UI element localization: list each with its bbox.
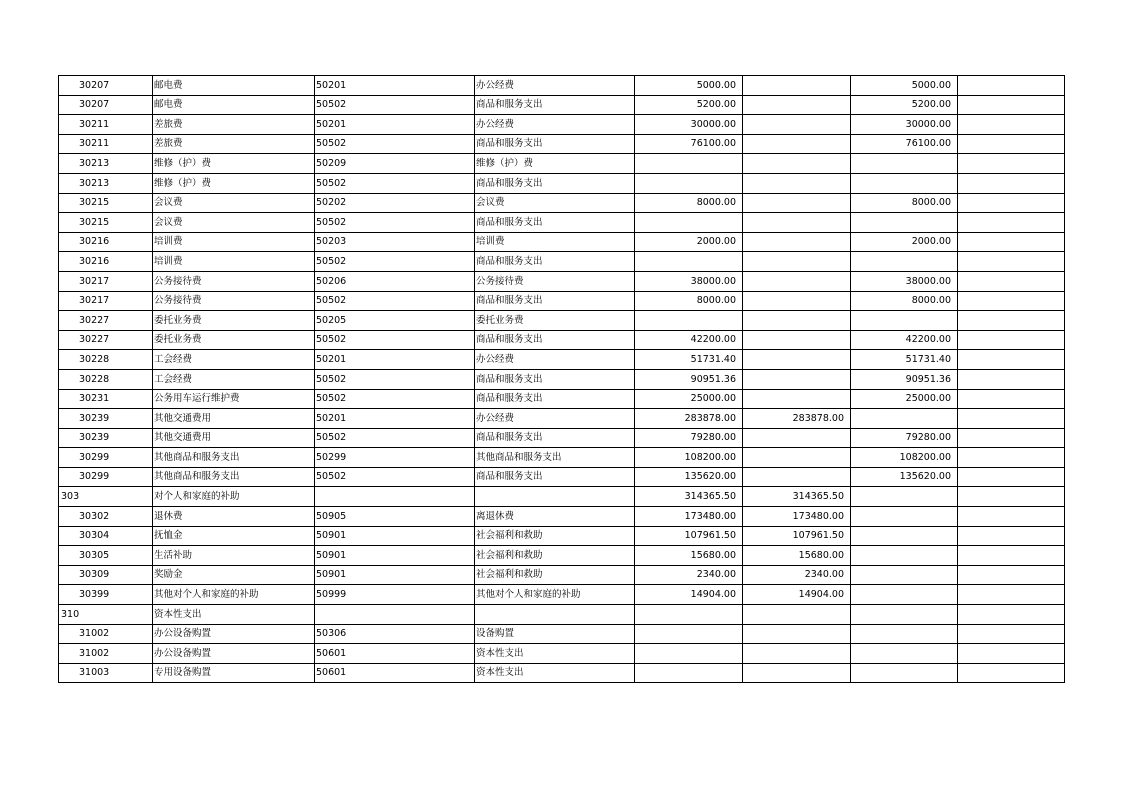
- total-cell: 2000.00: [635, 232, 743, 252]
- econ-name-cell: 委托业务费: [475, 311, 635, 331]
- code-cell: 30216: [59, 232, 153, 252]
- econ-code-cell: 50209: [315, 154, 475, 174]
- public-cell: [851, 311, 958, 331]
- total-cell: [635, 663, 743, 683]
- public-cell: [851, 213, 958, 233]
- project-cell: [958, 428, 1065, 448]
- name-cell: 其他商品和服务支出: [153, 467, 315, 487]
- public-cell: 38000.00: [851, 271, 958, 291]
- code-cell: 303: [59, 487, 153, 507]
- name-cell: 邮电费: [153, 95, 315, 115]
- project-cell: [958, 193, 1065, 213]
- public-cell: 135620.00: [851, 467, 958, 487]
- total-cell: 8000.00: [635, 193, 743, 213]
- project-cell: [958, 389, 1065, 409]
- econ-code-cell: 50905: [315, 507, 475, 527]
- project-cell: [958, 467, 1065, 487]
- table-row: [59, 389, 1065, 409]
- table-row: [59, 213, 1065, 233]
- name-cell: 培训费: [153, 232, 315, 252]
- econ-name-cell: 维修（护）费: [475, 154, 635, 174]
- personnel-cell: [743, 232, 851, 252]
- table-row: [59, 95, 1065, 115]
- econ-code-cell: 50203: [315, 232, 475, 252]
- personnel-cell: [743, 271, 851, 291]
- code-cell: 30213: [59, 154, 153, 174]
- total-cell: 108200.00: [635, 448, 743, 468]
- table-row: [59, 291, 1065, 311]
- public-cell: [851, 252, 958, 272]
- project-cell: [958, 409, 1065, 429]
- table-row: [59, 115, 1065, 135]
- name-cell: 公务用车运行维护费: [153, 389, 315, 409]
- total-cell: 314365.50: [635, 487, 743, 507]
- code-cell: 31003: [59, 663, 153, 683]
- table-row: [59, 663, 1065, 683]
- econ-code-cell: 50502: [315, 291, 475, 311]
- code-cell: 30211: [59, 134, 153, 154]
- project-cell: [958, 585, 1065, 605]
- table-row: [59, 428, 1065, 448]
- table-body: [59, 76, 1065, 683]
- total-cell: [635, 213, 743, 233]
- public-cell: [851, 546, 958, 566]
- project-cell: [958, 173, 1065, 193]
- name-cell: 维修（护）费: [153, 173, 315, 193]
- name-cell: 维修（护）费: [153, 154, 315, 174]
- code-cell: 30231: [59, 389, 153, 409]
- public-cell: [851, 526, 958, 546]
- public-cell: [851, 644, 958, 664]
- table-row: [59, 624, 1065, 644]
- total-cell: [635, 605, 743, 625]
- public-cell: 30000.00: [851, 115, 958, 135]
- code-cell: 30304: [59, 526, 153, 546]
- name-cell: 资本性支出: [153, 605, 315, 625]
- table-row: [59, 76, 1065, 96]
- name-cell: 其他商品和服务支出: [153, 448, 315, 468]
- project-cell: [958, 565, 1065, 585]
- personnel-cell: 14904.00: [743, 585, 851, 605]
- name-cell: 生活补助: [153, 546, 315, 566]
- project-cell: [958, 291, 1065, 311]
- total-cell: 90951.36: [635, 369, 743, 389]
- econ-code-cell: 50901: [315, 546, 475, 566]
- public-cell: [851, 565, 958, 585]
- project-cell: [958, 154, 1065, 174]
- public-cell: 5200.00: [851, 95, 958, 115]
- name-cell: 对个人和家庭的补助: [153, 487, 315, 507]
- project-cell: [958, 526, 1065, 546]
- econ-name-cell: 商品和服务支出: [475, 173, 635, 193]
- econ-name-cell: 办公经费: [475, 409, 635, 429]
- econ-name-cell: 社会福利和救助: [475, 565, 635, 585]
- total-cell: [635, 624, 743, 644]
- public-cell: 90951.36: [851, 369, 958, 389]
- code-cell: 31002: [59, 644, 153, 664]
- name-cell: 抚恤金: [153, 526, 315, 546]
- project-cell: [958, 448, 1065, 468]
- project-cell: [958, 546, 1065, 566]
- econ-name-cell: 社会福利和救助: [475, 526, 635, 546]
- econ-code-cell: 50502: [315, 369, 475, 389]
- public-cell: [851, 409, 958, 429]
- name-cell: 专用设备购置: [153, 663, 315, 683]
- table-row: [59, 605, 1065, 625]
- econ-code-cell: 50306: [315, 624, 475, 644]
- public-cell: 25000.00: [851, 389, 958, 409]
- econ-name-cell: 商品和服务支出: [475, 330, 635, 350]
- table-row: [59, 311, 1065, 331]
- econ-code-cell: 50206: [315, 271, 475, 291]
- personnel-cell: [743, 663, 851, 683]
- personnel-cell: [743, 350, 851, 370]
- public-cell: [851, 154, 958, 174]
- table-row: [59, 644, 1065, 664]
- name-cell: 会议费: [153, 193, 315, 213]
- public-cell: [851, 487, 958, 507]
- table-row: [59, 232, 1065, 252]
- econ-code-cell: 50601: [315, 663, 475, 683]
- personnel-cell: [743, 173, 851, 193]
- name-cell: 工会经费: [153, 369, 315, 389]
- project-cell: [958, 252, 1065, 272]
- econ-name-cell: 商品和服务支出: [475, 467, 635, 487]
- econ-name-cell: 离退休费: [475, 507, 635, 527]
- personnel-cell: 107961.50: [743, 526, 851, 546]
- table-row: [59, 585, 1065, 605]
- total-cell: 15680.00: [635, 546, 743, 566]
- econ-code-cell: 50999: [315, 585, 475, 605]
- project-cell: [958, 507, 1065, 527]
- table-row: [59, 409, 1065, 429]
- personnel-cell: [743, 252, 851, 272]
- econ-name-cell: 设备购置: [475, 624, 635, 644]
- name-cell: 其他交通费用: [153, 428, 315, 448]
- econ-name-cell: 商品和服务支出: [475, 369, 635, 389]
- table-row: [59, 252, 1065, 272]
- personnel-cell: [743, 134, 851, 154]
- code-cell: 30213: [59, 173, 153, 193]
- code-cell: 31002: [59, 624, 153, 644]
- public-cell: 108200.00: [851, 448, 958, 468]
- econ-code-cell: 50901: [315, 526, 475, 546]
- personnel-cell: [743, 644, 851, 664]
- public-cell: [851, 173, 958, 193]
- public-cell: 8000.00: [851, 193, 958, 213]
- table-row: [59, 526, 1065, 546]
- econ-code-cell: 50205: [315, 311, 475, 331]
- econ-code-cell: 50502: [315, 252, 475, 272]
- name-cell: 奖励金: [153, 565, 315, 585]
- econ-name-cell: 商品和服务支出: [475, 252, 635, 272]
- total-cell: 283878.00: [635, 409, 743, 429]
- name-cell: 办公设备购置: [153, 624, 315, 644]
- code-cell: 30302: [59, 507, 153, 527]
- total-cell: 14904.00: [635, 585, 743, 605]
- total-cell: [635, 311, 743, 331]
- table-row: [59, 330, 1065, 350]
- total-cell: 107961.50: [635, 526, 743, 546]
- name-cell: 工会经费: [153, 350, 315, 370]
- public-cell: 42200.00: [851, 330, 958, 350]
- code-cell: 30309: [59, 565, 153, 585]
- code-cell: 30215: [59, 213, 153, 233]
- table-row: [59, 350, 1065, 370]
- total-cell: 135620.00: [635, 467, 743, 487]
- project-cell: [958, 487, 1065, 507]
- econ-name-cell: [475, 605, 635, 625]
- econ-name-cell: 商品和服务支出: [475, 428, 635, 448]
- table-row: [59, 467, 1065, 487]
- econ-code-cell: 50299: [315, 448, 475, 468]
- public-cell: [851, 605, 958, 625]
- personnel-cell: [743, 213, 851, 233]
- personnel-cell: 15680.00: [743, 546, 851, 566]
- table-row: [59, 565, 1065, 585]
- project-cell: [958, 350, 1065, 370]
- table-row: [59, 507, 1065, 527]
- econ-name-cell: 培训费: [475, 232, 635, 252]
- total-cell: [635, 644, 743, 664]
- code-cell: 30217: [59, 291, 153, 311]
- name-cell: 会议费: [153, 213, 315, 233]
- econ-code-cell: 50502: [315, 330, 475, 350]
- code-cell: 30207: [59, 95, 153, 115]
- econ-name-cell: 办公经费: [475, 350, 635, 370]
- public-cell: 76100.00: [851, 134, 958, 154]
- project-cell: [958, 369, 1065, 389]
- name-cell: 其他交通费用: [153, 409, 315, 429]
- project-cell: [958, 95, 1065, 115]
- code-cell: 30215: [59, 193, 153, 213]
- econ-code-cell: 50201: [315, 115, 475, 135]
- table-row: [59, 448, 1065, 468]
- project-cell: [958, 605, 1065, 625]
- name-cell: 差旅费: [153, 134, 315, 154]
- personnel-cell: [743, 624, 851, 644]
- personnel-cell: 2340.00: [743, 565, 851, 585]
- project-cell: [958, 134, 1065, 154]
- personnel-cell: [743, 193, 851, 213]
- project-cell: [958, 663, 1065, 683]
- code-cell: 30305: [59, 546, 153, 566]
- econ-name-cell: 办公经费: [475, 76, 635, 96]
- name-cell: 邮电费: [153, 76, 315, 96]
- econ-code-cell: 50901: [315, 565, 475, 585]
- name-cell: 其他对个人和家庭的补助: [153, 585, 315, 605]
- public-cell: 79280.00: [851, 428, 958, 448]
- econ-name-cell: 商品和服务支出: [475, 291, 635, 311]
- public-cell: 5000.00: [851, 76, 958, 96]
- econ-code-cell: 50201: [315, 350, 475, 370]
- code-cell: 30207: [59, 76, 153, 96]
- name-cell: 退休费: [153, 507, 315, 527]
- project-cell: [958, 624, 1065, 644]
- personnel-cell: 314365.50: [743, 487, 851, 507]
- table-row: [59, 173, 1065, 193]
- code-cell: 30211: [59, 115, 153, 135]
- personnel-cell: [743, 428, 851, 448]
- econ-code-cell: [315, 487, 475, 507]
- econ-code-cell: 50502: [315, 134, 475, 154]
- project-cell: [958, 213, 1065, 233]
- table-row: [59, 154, 1065, 174]
- personnel-cell: 283878.00: [743, 409, 851, 429]
- econ-code-cell: 50601: [315, 644, 475, 664]
- econ-code-cell: 50502: [315, 95, 475, 115]
- econ-name-cell: 商品和服务支出: [475, 134, 635, 154]
- table-row: [59, 193, 1065, 213]
- econ-name-cell: 公务接待费: [475, 271, 635, 291]
- public-cell: [851, 663, 958, 683]
- econ-code-cell: 50502: [315, 467, 475, 487]
- econ-code-cell: 50201: [315, 76, 475, 96]
- econ-name-cell: 商品和服务支出: [475, 213, 635, 233]
- code-cell: 30299: [59, 467, 153, 487]
- total-cell: 79280.00: [635, 428, 743, 448]
- econ-name-cell: 资本性支出: [475, 644, 635, 664]
- econ-name-cell: 资本性支出: [475, 663, 635, 683]
- personnel-cell: [743, 448, 851, 468]
- total-cell: 173480.00: [635, 507, 743, 527]
- econ-name-cell: [475, 487, 635, 507]
- personnel-cell: [743, 605, 851, 625]
- name-cell: 委托业务费: [153, 330, 315, 350]
- code-cell: 30239: [59, 428, 153, 448]
- name-cell: 培训费: [153, 252, 315, 272]
- table-row: [59, 546, 1065, 566]
- project-cell: [958, 76, 1065, 96]
- total-cell: 5000.00: [635, 76, 743, 96]
- public-cell: 8000.00: [851, 291, 958, 311]
- econ-name-cell: 办公经费: [475, 115, 635, 135]
- code-cell: 30227: [59, 330, 153, 350]
- econ-name-cell: 商品和服务支出: [475, 389, 635, 409]
- total-cell: 8000.00: [635, 291, 743, 311]
- personnel-cell: [743, 311, 851, 331]
- public-cell: [851, 624, 958, 644]
- econ-name-cell: 其他商品和服务支出: [475, 448, 635, 468]
- expenditure-table: [58, 75, 1065, 683]
- personnel-cell: [743, 330, 851, 350]
- econ-name-cell: 社会福利和救助: [475, 546, 635, 566]
- name-cell: 公务接待费: [153, 291, 315, 311]
- personnel-cell: [743, 76, 851, 96]
- total-cell: 76100.00: [635, 134, 743, 154]
- project-cell: [958, 232, 1065, 252]
- name-cell: 办公设备购置: [153, 644, 315, 664]
- personnel-cell: [743, 291, 851, 311]
- econ-code-cell: 50502: [315, 428, 475, 448]
- project-cell: [958, 115, 1065, 135]
- total-cell: 25000.00: [635, 389, 743, 409]
- public-cell: 2000.00: [851, 232, 958, 252]
- econ-code-cell: 50502: [315, 173, 475, 193]
- econ-code-cell: [315, 605, 475, 625]
- total-cell: 42200.00: [635, 330, 743, 350]
- personnel-cell: [743, 389, 851, 409]
- total-cell: [635, 154, 743, 174]
- name-cell: 公务接待费: [153, 271, 315, 291]
- public-cell: [851, 585, 958, 605]
- econ-name-cell: 商品和服务支出: [475, 95, 635, 115]
- public-cell: [851, 507, 958, 527]
- econ-name-cell: 其他对个人和家庭的补助: [475, 585, 635, 605]
- table-row: [59, 134, 1065, 154]
- total-cell: 38000.00: [635, 271, 743, 291]
- public-cell: 51731.40: [851, 350, 958, 370]
- econ-code-cell: 50201: [315, 409, 475, 429]
- table-row: [59, 487, 1065, 507]
- code-cell: 30216: [59, 252, 153, 272]
- total-cell: 5200.00: [635, 95, 743, 115]
- econ-code-cell: 50502: [315, 213, 475, 233]
- personnel-cell: 173480.00: [743, 507, 851, 527]
- project-cell: [958, 311, 1065, 331]
- code-cell: 30228: [59, 369, 153, 389]
- code-cell: 30227: [59, 311, 153, 331]
- total-cell: 30000.00: [635, 115, 743, 135]
- total-cell: 51731.40: [635, 350, 743, 370]
- personnel-cell: [743, 95, 851, 115]
- code-cell: 30399: [59, 585, 153, 605]
- econ-name-cell: 会议费: [475, 193, 635, 213]
- personnel-cell: [743, 115, 851, 135]
- total-cell: 2340.00: [635, 565, 743, 585]
- total-cell: [635, 173, 743, 193]
- project-cell: [958, 330, 1065, 350]
- table-row: [59, 271, 1065, 291]
- table-row: [59, 369, 1065, 389]
- code-cell: 30299: [59, 448, 153, 468]
- code-cell: 30239: [59, 409, 153, 429]
- personnel-cell: [743, 369, 851, 389]
- econ-code-cell: 50502: [315, 389, 475, 409]
- code-cell: 30228: [59, 350, 153, 370]
- personnel-cell: [743, 467, 851, 487]
- total-cell: [635, 252, 743, 272]
- econ-code-cell: 50202: [315, 193, 475, 213]
- code-cell: 30217: [59, 271, 153, 291]
- personnel-cell: [743, 154, 851, 174]
- name-cell: 委托业务费: [153, 311, 315, 331]
- project-cell: [958, 271, 1065, 291]
- project-cell: [958, 644, 1065, 664]
- name-cell: 差旅费: [153, 115, 315, 135]
- code-cell: 310: [59, 605, 153, 625]
